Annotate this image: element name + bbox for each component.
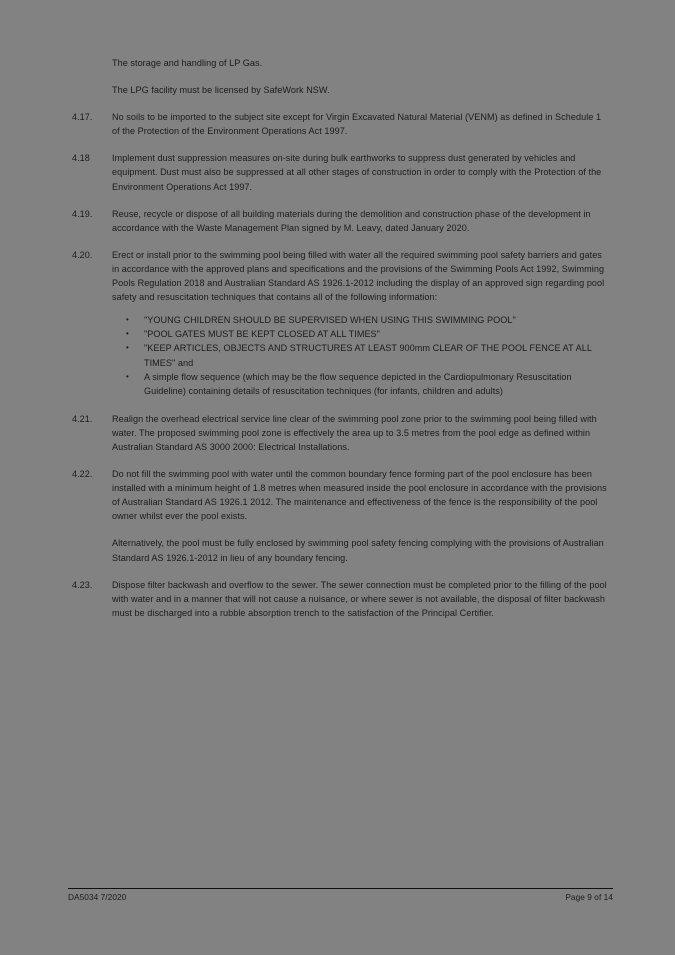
footer-page-number: Page 9 of 14 [565, 892, 613, 902]
page-content [72, 56, 608, 620]
bullet-icon: • [126, 315, 129, 325]
list-item [72, 313, 608, 327]
page-footer [68, 888, 613, 903]
condition-number: 4.18 [72, 153, 90, 164]
list-item-label: "YOUNG CHILDREN SHOULD BE SUPERVISED WHEN USING THIS SWIMMING POOL" [144, 315, 516, 326]
condition-text: No soils to be imported to the subject site except for Virgin Excavated Natural Material (VENM) as defined in Schedule 1 of the Protection of the Environment Operations Act 1997. [112, 112, 602, 137]
condition-4-17 [72, 110, 608, 138]
list-item [72, 327, 608, 341]
condition-text: Do not fill the swimming pool with water until the common boundary fence forming part of the pool enclosure has been installed with a minimum height of 1.8 metres when measured inside the pool enclosure in accordance with the provisions of Australian Standard AS 1926.1 2012. The maintenance and effectiveness of the fence is the responsibility of the pool owner whilst ever the pool exists. [112, 469, 607, 522]
pool-sign-bullet-list [72, 313, 608, 398]
condition-number: 4.19. [72, 208, 93, 219]
list-item [72, 341, 608, 369]
condition-4-20 [72, 248, 608, 304]
intro-paragraph-lpg-licence: The LPG facility must be licensed by SafeWork NSW. [112, 85, 330, 96]
condition-text: Realign the overhead electrical service line clear of the swimming pool zone prior to the swimming pool being filled with water. The proposed swimming pool zone is effectively the area up to 3.5 metres from the pool edge as defined within Australian Standard AS 3000 2000: Electrical Installations. [112, 413, 597, 452]
condition-4-19 [72, 207, 608, 235]
bullet-icon: • [126, 343, 129, 353]
condition-number: 4.23. [72, 579, 93, 590]
intro-paragraph-lpgas: The storage and handling of LP Gas. [112, 58, 263, 68]
list-item-label: A simple flow sequence (which may be the flow sequence depicted in the Cardiopulmonary Resuscitation Guideline) containing details of resuscitation techniques (for infants, children and adults) [144, 371, 572, 396]
condition-number: 4.20. [72, 249, 93, 260]
condition-4-23 [72, 578, 608, 620]
list-item [72, 370, 608, 398]
condition-number: 4.17. [72, 112, 93, 123]
alternative-fencing-paragraph: Alternatively, the pool must be fully enclosed by swimming pool safety fencing complying with the provisions of Australian Standard AS 1926.1-2012 in lieu of any boundary fencing. [112, 538, 604, 563]
bullet-icon: • [126, 371, 129, 381]
list-item-label: "POOL GATES MUST BE KEPT CLOSED AT ALL TIMES" [144, 329, 380, 340]
condition-4-21 [72, 412, 608, 454]
condition-4-22 [72, 467, 608, 523]
bullet-icon: • [126, 329, 129, 339]
list-item-label: "KEEP ARTICLES, OBJECTS AND STRUCTURES AT LEAST 900mm CLEAR OF THE POOL FENCE AT ALL TIMES" and [144, 343, 592, 368]
condition-text: Implement dust suppression measures on-site during bulk earthworks to suppress dust generated by vehicles and equipment. Dust must also be suppressed at all other stages of construction in order to comply with the Protection of the Environment Operations Act 1997. [112, 153, 602, 192]
footer-reference: DA5034 7/2020 [68, 892, 127, 902]
condition-4-18 [72, 151, 608, 193]
condition-number: 4.22. [72, 469, 93, 480]
condition-text: Reuse, recycle or dispose of all building materials during the demolition and construction phase of the development in accordance with the Waste Management Plan signed by M. Leavy, dated January 2020. [112, 208, 591, 233]
condition-number: 4.21. [72, 413, 93, 424]
condition-text: Dispose filter backwash and overflow to the sewer. The sewer connection must be completed prior to the filling of the pool with water and in a manner that will not cause a nuisance, or where sewer is not available, the disposal of filter backwash must be discharged into a rubble absorption trench to the satisfaction of the Principal Certifier. [112, 579, 607, 618]
condition-text: Erect or install prior to the swimming pool being filled with water all the required swimming pool safety barriers and gates in accordance with the approved plans and specifications and the provisions of the Swimming Pools Act 1992, Swimming Pools Regulation 2018 and Australian Standard AS 1926.1-2012 including the display of an approved sign regarding pool safety and resuscitation techniques that contains all of the following information: [112, 249, 605, 303]
